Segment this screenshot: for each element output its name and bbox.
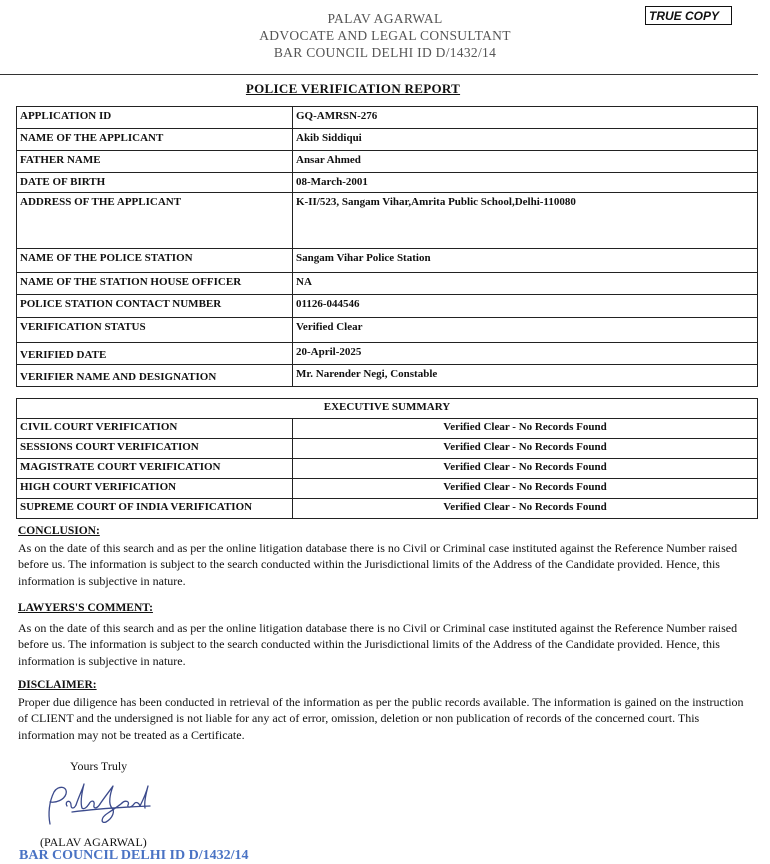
lawyers-comment-section xyxy=(18,600,748,669)
row-value: Ansar Ahmed xyxy=(293,151,758,173)
handwritten-signature xyxy=(40,780,155,828)
row-label: NAME OF THE STATION HOUSE OFFICER xyxy=(17,273,293,295)
table-row xyxy=(17,499,758,519)
signatory-bar-id: BAR COUNCIL DELHI ID D/1432/14 xyxy=(19,848,249,863)
conclusion-text: As on the date of this search and as per the online litigation database there is no Civil or Criminal case instituted against the Reference Number raised before us. The information is subject to the search conducted within the Jurisdictional limits of the Address of the Candidate provided. Hence, this information is subjective in nature. xyxy=(18,540,738,588)
row-value: Sangam Vihar Police Station xyxy=(293,249,758,273)
row-value: Verified Clear - No Records Found xyxy=(293,419,758,439)
row-label: HIGH COURT VERIFICATION xyxy=(17,479,293,499)
row-label: NAME OF THE APPLICANT xyxy=(17,129,293,151)
table-row xyxy=(17,151,758,173)
row-value: Akib Siddiqui xyxy=(293,129,758,151)
table-header-row xyxy=(17,399,758,419)
header-divider xyxy=(0,74,758,75)
report-title: POLICE VERIFICATION REPORT xyxy=(245,81,461,96)
row-value: 08-March-2001 xyxy=(293,173,758,193)
conclusion-heading: CONCLUSION: xyxy=(18,525,100,537)
lawyers-comment-heading: LAWYERS'S COMMENT: xyxy=(18,602,153,614)
table-row xyxy=(17,249,758,273)
table-row xyxy=(17,343,758,365)
row-value: K-II/523, Sangam Vihar,Amrita Public School,Delhi-110080 xyxy=(293,193,758,249)
row-value: Verified Clear - No Records Found xyxy=(293,479,758,499)
table-row xyxy=(17,295,758,318)
row-label: ADDRESS OF THE APPLICANT xyxy=(17,193,293,249)
row-label: VERIFIER NAME AND DESIGNATION xyxy=(17,365,293,387)
table-row xyxy=(17,439,758,459)
table-row xyxy=(17,193,758,249)
row-value: Verified Clear xyxy=(293,318,758,343)
row-label: CIVIL COURT VERIFICATION xyxy=(17,419,293,439)
lawyers-comment-text: As on the date of this search and as per the online litigation database there is no Civil or Criminal case instituted against the Reference Number raised before us. The information is subject to the search conducted within the Jurisdictional limits of the Address of the Candidate provided. Hence, this information is subjective in nature. xyxy=(18,620,738,668)
row-label: SUPREME COURT OF INDIA VERIFICATION xyxy=(17,499,293,519)
row-value: Verified Clear - No Records Found xyxy=(293,499,758,519)
row-value: 01126-044546 xyxy=(293,295,758,318)
row-label: FATHER NAME xyxy=(17,151,293,173)
row-value: 20-April-2025 xyxy=(293,343,758,365)
disclaimer-heading: DISCLAIMER: xyxy=(18,679,97,691)
table-row xyxy=(17,273,758,295)
advocate-bar-id: BAR COUNCIL DELHI ID D/1432/14 xyxy=(273,45,497,60)
true-copy-stamp: TRUE COPY xyxy=(645,6,732,25)
executive-summary-heading: EXECUTIVE SUMMARY xyxy=(17,399,758,419)
table-row xyxy=(17,365,758,387)
advocate-role: ADVOCATE AND LEGAL CONSULTANT xyxy=(259,28,511,43)
row-label: NAME OF THE POLICE STATION xyxy=(17,249,293,273)
table-row xyxy=(17,419,758,439)
table-row xyxy=(17,479,758,499)
signatory-name: (PALAV AGARWAL) xyxy=(40,835,147,849)
table-row xyxy=(17,107,758,129)
row-label: VERIFICATION STATUS xyxy=(17,318,293,343)
table-row xyxy=(17,459,758,479)
closing-salutation: Yours Truly xyxy=(70,759,128,773)
row-label: VERIFIED DATE xyxy=(17,343,293,365)
row-label: POLICE STATION CONTACT NUMBER xyxy=(17,295,293,318)
table-row xyxy=(17,318,758,343)
row-value: Verified Clear - No Records Found xyxy=(293,459,758,479)
disclaimer-text: Proper due diligence has been conducted in retrieval of the information as per the public records available. The information is gained on the instruction of CLIENT and the undersigned is not liable for any act of error, omission, deletion or non publication of records of the concerned court. This information may not be treated as a Certificate. xyxy=(18,694,744,742)
row-label: DATE OF BIRTH xyxy=(17,173,293,193)
row-label: SESSIONS COURT VERIFICATION xyxy=(17,439,293,459)
advocate-name: PALAV AGARWAL xyxy=(327,11,443,26)
row-label: MAGISTRATE COURT VERIFICATION xyxy=(17,459,293,479)
row-value: Verified Clear - No Records Found xyxy=(293,439,758,459)
table-row xyxy=(17,173,758,193)
row-value: GQ-AMRSN-276 xyxy=(293,107,758,129)
executive-summary-table xyxy=(16,398,758,519)
row-label: APPLICATION ID xyxy=(17,107,293,129)
row-value: Mr. Narender Negi, Constable xyxy=(293,365,758,387)
details-table xyxy=(16,106,758,387)
row-value: NA xyxy=(293,273,758,295)
conclusion-section xyxy=(18,523,748,589)
disclaimer-section xyxy=(18,677,748,743)
table-row xyxy=(17,129,758,151)
